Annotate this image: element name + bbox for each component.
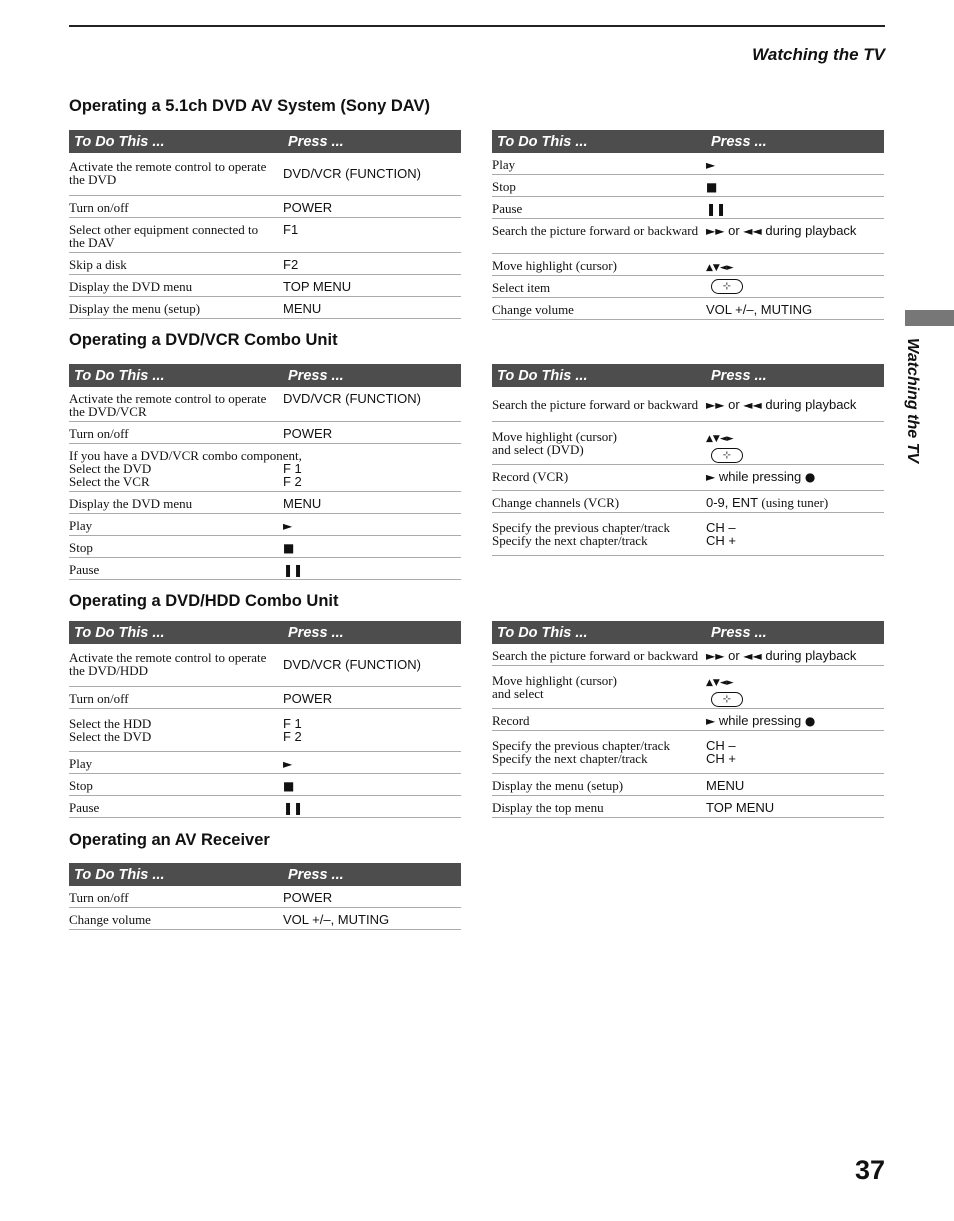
row-key: CH – CH +: [706, 520, 736, 548]
table-row: [492, 197, 884, 219]
table-row: [69, 387, 461, 422]
play-icon: ►: [283, 757, 293, 771]
stop-icon: ■: [283, 541, 295, 555]
rewind-icon: ◄◄: [743, 649, 762, 663]
text-or: or: [728, 223, 740, 238]
table-row: [69, 687, 461, 709]
row-action: Turn on/off: [69, 691, 129, 706]
row-key: [283, 558, 461, 579]
row-action: Search the picture forward or backward: [492, 223, 699, 238]
pause-icon: ❚❚: [283, 563, 304, 577]
row-action: Pause: [69, 800, 100, 815]
pause-icon: ❚❚: [283, 801, 304, 815]
row-action: Turn on/off: [69, 890, 129, 905]
table-row: [492, 465, 884, 491]
text-during-playback: during playback: [765, 648, 857, 663]
text-while-pressing: while pressing: [718, 469, 802, 484]
row-action: Move highlight (cursor) and select (DVD): [492, 429, 617, 457]
row-key: DVD/VCR (FUNCTION): [283, 166, 421, 181]
play-icon: ►: [706, 470, 716, 484]
rewind-icon: ◄◄: [743, 398, 762, 412]
text-or: or: [728, 397, 740, 412]
table-row: [69, 196, 461, 218]
row-action: Display the top menu: [492, 800, 604, 815]
row-key: MENU: [706, 778, 745, 793]
row-action: Display the menu (setup): [69, 301, 201, 316]
col-press: Press ...: [711, 367, 767, 384]
table-row: [69, 709, 461, 752]
table-row: [69, 218, 461, 253]
page-header: Watching the TV: [752, 45, 885, 64]
col-press: Press ...: [288, 367, 344, 384]
row-key: POWER: [283, 890, 333, 905]
row-key: [283, 796, 461, 817]
table-dav-left: [69, 130, 461, 319]
table-row: [69, 422, 461, 444]
table-row: [69, 275, 461, 297]
col-do: To Do This ...: [497, 133, 588, 150]
row-action: Play: [69, 518, 93, 533]
table-row: [492, 298, 884, 320]
table-dvd-vcr-left: [69, 364, 461, 580]
row-action: Display the DVD menu: [69, 496, 193, 511]
side-label: Watching the TV: [904, 338, 921, 464]
row-action: Play: [69, 756, 93, 771]
table-row: [69, 886, 461, 908]
table-row: [492, 254, 884, 276]
table-row: [492, 422, 884, 465]
arrow-keys-icon: ▲▼◄►: [706, 263, 734, 273]
section-title-dvd-vcr: Operating a DVD/VCR Combo Unit: [69, 331, 338, 349]
table-row: [492, 387, 884, 422]
section-title-dav: Operating a 5.1ch DVD AV System (Sony DAV): [69, 97, 430, 115]
row-key: [706, 175, 884, 196]
row-key: [706, 153, 884, 174]
play-icon: ►: [706, 714, 716, 728]
table-header: [69, 364, 461, 387]
row-key: MENU: [283, 301, 322, 316]
enter-button-icon: ⊹: [711, 692, 743, 707]
table-row: [69, 492, 461, 514]
row-action: Change channels (VCR): [492, 495, 620, 510]
row-action: Move highlight (cursor): [492, 258, 617, 273]
row-action: Activate the remote control to operate the DVD: [69, 159, 267, 187]
row-action: Activate the remote control to operate the DVD/HDD: [69, 650, 267, 678]
row-key: [283, 774, 461, 795]
text-during-playback: during playback: [765, 397, 857, 412]
row-action: Play: [492, 157, 516, 172]
row-action: Select other equipment connected to the DAV: [69, 222, 259, 250]
row-action: Display the menu (setup): [492, 778, 624, 793]
table-av-receiver: [69, 863, 461, 930]
stop-icon: ■: [706, 180, 718, 194]
table-row: [69, 253, 461, 275]
fast-forward-icon: ►►: [706, 649, 725, 663]
table-row: [69, 444, 461, 492]
col-do: To Do This ...: [74, 624, 165, 641]
col-press: Press ...: [288, 624, 344, 641]
row-key: VOL +/–, MUTING: [283, 912, 390, 927]
table-row: [69, 514, 461, 536]
table-header: [492, 621, 884, 644]
row-key: POWER: [283, 691, 333, 706]
table-header: [69, 863, 461, 886]
table-row: [492, 219, 884, 254]
row-key: POWER: [283, 426, 333, 441]
play-icon: ►: [706, 158, 716, 172]
row-key: [706, 425, 884, 464]
table-row: [69, 153, 461, 196]
row-action: Move highlight (cursor) and select: [492, 673, 617, 701]
row-key: [706, 254, 884, 275]
col-do: To Do This ...: [74, 866, 165, 883]
table-row: [69, 644, 461, 687]
row-key: [706, 669, 884, 708]
row-action: Pause: [492, 201, 523, 216]
table-row: [492, 774, 884, 796]
pause-icon: ❚❚: [706, 202, 727, 216]
row-key: TOP MENU: [706, 800, 775, 815]
table-row: [492, 644, 884, 666]
text-or: or: [728, 648, 740, 663]
row-key: VOL +/–, MUTING: [706, 302, 813, 317]
row-action: Change volume: [69, 912, 151, 927]
col-do: To Do This ...: [497, 367, 588, 384]
row-key: [706, 393, 884, 421]
row-key: [706, 491, 884, 512]
row-key: DVD/VCR (FUNCTION): [283, 657, 421, 672]
table-dvd-hdd-left: [69, 621, 461, 818]
page-number: 37: [854, 1155, 885, 1185]
row-action: Search the picture forward or backward: [492, 397, 699, 412]
row-key: [283, 514, 461, 535]
top-rule: [69, 25, 885, 27]
arrow-keys-icon: ▲▼◄►: [706, 434, 734, 444]
row-action: Change volume: [492, 302, 574, 317]
table-header: [492, 364, 884, 387]
stop-icon: ■: [283, 779, 295, 793]
row-action: Display the DVD menu: [69, 279, 193, 294]
col-press: Press ...: [711, 624, 767, 641]
row-key: [706, 465, 884, 490]
table-dvd-hdd-right: [492, 621, 884, 818]
table-row: [492, 513, 884, 556]
row-key: F 1 F 2: [283, 716, 302, 744]
side-tab-marker: [905, 310, 954, 326]
row-key: [706, 219, 884, 253]
section-title-dvd-hdd: Operating a DVD/HDD Combo Unit: [69, 592, 339, 610]
table-row: [492, 491, 884, 513]
row-action: Stop: [492, 179, 516, 194]
table-dav-right: [492, 130, 884, 320]
row-action: Search the picture forward or backward: [492, 648, 699, 663]
col-do: To Do This ...: [497, 624, 588, 641]
col-press: Press ...: [711, 133, 767, 150]
enter-button-icon: ⊹: [711, 448, 743, 463]
channel-keys: 0-9, ENT: [706, 495, 758, 510]
table-row: [492, 153, 884, 175]
fast-forward-icon: ►►: [706, 224, 725, 238]
section-title-av-receiver: Operating an AV Receiver: [69, 831, 270, 849]
text-during-playback: during playback: [765, 223, 857, 238]
row-action: Select the HDD Select the DVD: [69, 716, 152, 744]
col-do: To Do This ...: [74, 367, 165, 384]
col-press: Press ...: [288, 866, 344, 883]
row-action: Pause: [69, 562, 100, 577]
row-key: [706, 709, 884, 730]
table-row: [492, 709, 884, 731]
enter-button-icon: ⊹: [711, 279, 743, 294]
table-row: [492, 731, 884, 774]
row-action: Turn on/off: [69, 200, 129, 215]
arrow-keys-icon: ▲▼◄►: [706, 678, 734, 688]
table-dvd-vcr-right: [492, 364, 884, 556]
row-action: Specify the previous chapter/track Specify the next chapter/track: [492, 520, 670, 548]
row-action: Record (VCR): [492, 469, 569, 484]
row-key: F 1 F 2: [283, 461, 302, 489]
fast-forward-icon: ►►: [706, 398, 725, 412]
row-action: If you have a DVD/VCR combo component, Select the DVD Select the VCR: [69, 448, 302, 489]
row-key: [283, 536, 461, 557]
row-key: [706, 197, 884, 218]
row-key-note: (using tuner): [761, 495, 829, 510]
row-action: Skip a disk: [69, 257, 127, 272]
table-row: [69, 297, 461, 319]
row-key: [283, 752, 461, 773]
row-action: Select item: [492, 280, 551, 295]
row-key: TOP MENU: [283, 279, 352, 294]
table-header: [69, 130, 461, 153]
row-action: Activate the remote control to operate the DVD/VCR: [69, 391, 267, 419]
row-action: Specify the previous chapter/track Specify the next chapter/track: [492, 738, 670, 766]
record-icon: ●: [804, 470, 816, 484]
rewind-icon: ◄◄: [743, 224, 762, 238]
table-header: [492, 130, 884, 153]
table-row: [492, 666, 884, 709]
record-icon: ●: [804, 714, 816, 728]
row-action: Stop: [69, 778, 93, 793]
table-row: [69, 536, 461, 558]
row-action: Turn on/off: [69, 426, 129, 441]
row-key: [706, 644, 884, 665]
table-row: [492, 175, 884, 197]
table-row: [69, 558, 461, 580]
table-row: [69, 796, 461, 818]
row-key: MENU: [283, 496, 322, 511]
row-key: DVD/VCR (FUNCTION): [283, 391, 421, 406]
row-key: F2: [283, 257, 299, 272]
row-action: Stop: [69, 540, 93, 555]
table-row: [69, 774, 461, 796]
text-while-pressing: while pressing: [718, 713, 802, 728]
row-key: [706, 276, 884, 297]
table-header: [69, 621, 461, 644]
table-row: [492, 276, 884, 298]
row-key: F1: [283, 222, 299, 237]
play-icon: ►: [283, 519, 293, 533]
col-do: To Do This ...: [74, 133, 165, 150]
row-key: CH – CH +: [706, 738, 736, 766]
row-action: Record: [492, 713, 530, 728]
table-row: [69, 908, 461, 930]
table-row: [492, 796, 884, 818]
col-press: Press ...: [288, 133, 344, 150]
table-row: [69, 752, 461, 774]
row-key: POWER: [283, 200, 333, 215]
